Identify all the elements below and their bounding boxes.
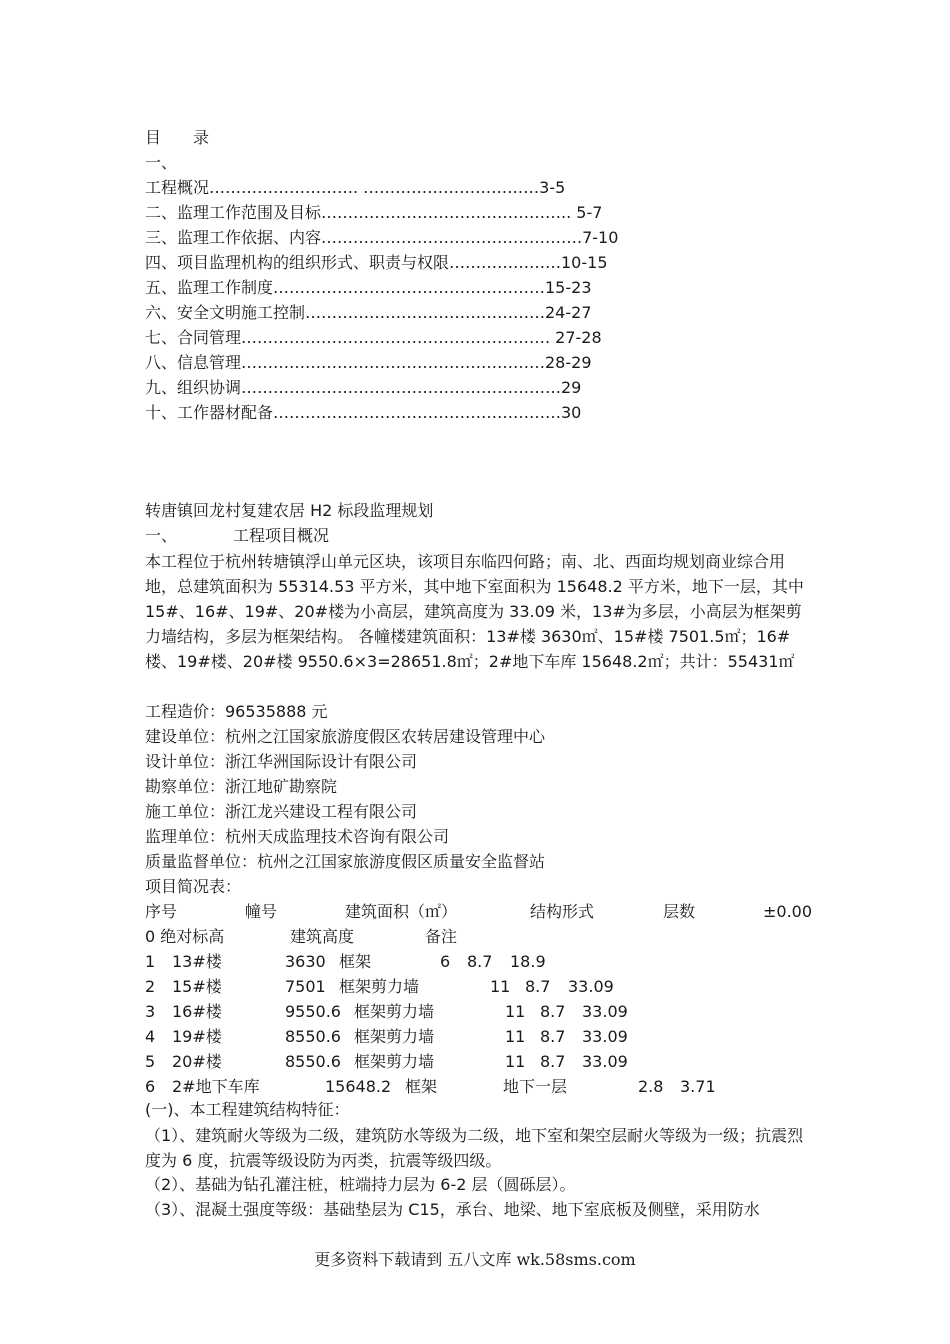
table-cell: 框架: [339, 952, 372, 971]
table-header-cell: 建筑面积（㎡）: [345, 902, 458, 921]
table-header-cell: 幢号: [245, 902, 278, 921]
table-cell: 16#楼: [172, 1002, 222, 1021]
table-cell: 11: [505, 1002, 526, 1021]
table-cell: 13#楼: [172, 952, 222, 971]
table-cell: 地下一层: [503, 1077, 568, 1096]
features-item: （2）、基础为钻孔灌注桩，桩端持力层为 6-2 层（圆砾层）。: [145, 1175, 576, 1194]
table-cell: 3: [145, 1002, 156, 1021]
table-cell: 框架剪力墙: [354, 1002, 435, 1021]
table-cell: 11: [505, 1052, 526, 1071]
cost-line: 工程造价：96535888 元: [145, 702, 328, 721]
table-row: [145, 975, 614, 999]
table-header-cell: 建筑高度: [290, 927, 355, 946]
table-header-cell: ±0.00: [763, 902, 813, 921]
table-cell: 5: [145, 1052, 156, 1071]
table-cell: 18.9: [510, 952, 546, 971]
toc-item: 二、监理工作范围及目标……………………………………….. 5-7: [145, 203, 603, 222]
toc-item: 八、信息管理…………………………………………………28-29: [145, 353, 592, 372]
table-cell: 15648.2: [325, 1077, 392, 1096]
toc-item: 六、安全文明施工控制………………………………………24-27: [145, 303, 592, 322]
table-cell: 11: [490, 977, 511, 996]
table-row: [145, 1075, 716, 1099]
table-cell: 8.7: [540, 1002, 566, 1021]
surveyor-line: 勘察单位：浙江地矿勘察院: [145, 777, 338, 796]
supervisor-line: 监理单位：杭州天成监理技术咨询有限公司: [145, 827, 450, 846]
table-cell: 1: [145, 952, 156, 971]
table-header-cell: 结构形式: [530, 902, 595, 921]
table-label: 项目简况表：: [145, 877, 242, 896]
table-row: [145, 1050, 628, 1074]
table-cell: 3.71: [680, 1077, 716, 1096]
table-header-cell: 层数: [663, 902, 696, 921]
features-item: （3）、混凝土强度等级：基础垫层为 C15，承台、地梁、地下室底板及侧壁，采用防水: [145, 1200, 760, 1219]
table-cell: 33.09: [568, 977, 614, 996]
table-cell: 8.7: [467, 952, 493, 971]
toc-item: 三、监理工作依据、内容………………………………………….7-10: [145, 228, 619, 247]
features-item-text: （1）、建筑耐火等级为二级，建筑防水等级为二级，地下室和架空层耐火等级为一级；抗震烈度为 6 度，抗震等级设防为丙类，抗震等级四级。: [145, 1126, 804, 1170]
features-heading: (一)、本工程建筑结构特征：: [145, 1100, 350, 1119]
table-cell: 框架剪力墙: [354, 1052, 435, 1071]
table-cell: 8550.6: [285, 1052, 341, 1071]
table-cell: 8.7: [525, 977, 551, 996]
table-header-cell: 序号: [145, 902, 178, 921]
features-item: [145, 1123, 810, 1173]
table-header-row: [145, 925, 458, 949]
table-cell: 3630: [285, 952, 326, 971]
table-cell: 框架剪力墙: [354, 1027, 435, 1046]
table-header-row: [145, 900, 813, 924]
footer-text: 更多资料下载请到 五八文库 wk.58sms.com: [314, 1250, 636, 1269]
paragraph-text: 本工程位于杭州转塘镇浮山单元区块，该项目东临四何路；南、北、西面均规划商业综合用地，总建筑面积为 55314.53 平方米，其中地下室面积为 15648.2 平方米，地下一层，其中 15#、16#、19#、20#楼为小高层，建筑高度为 33.09 米，13#为多层，小高层为框架剪力墙结构，多层为框架结构。 各幢楼建筑面积：13#楼 3630㎡、15#楼 7501.5㎡；16#楼、19#楼、20#楼 9550.6×3=28651.8㎡；2#地下车库 15648.2㎡；共计：55431㎡: [145, 552, 804, 671]
table-row: [145, 1025, 628, 1049]
document-title: 转唐镇回龙村复建农居 H2 标段监理规划: [145, 501, 434, 520]
toc-item: 七、合同管理…………………………………………………. 27-28: [145, 328, 602, 347]
section-heading: 一、 工程项目概况: [145, 526, 330, 545]
table-cell: 框架剪力墙: [339, 977, 420, 996]
table-cell: 33.09: [582, 1002, 628, 1021]
quality-line: 质量监督单位：杭州之江国家旅游度假区质量安全监督站: [145, 852, 546, 871]
table-cell: 2.8: [638, 1077, 664, 1096]
table-cell: 框架: [405, 1077, 438, 1096]
table-cell: 33.09: [582, 1052, 628, 1071]
table-cell: 8.7: [540, 1052, 566, 1071]
overview-paragraph: [145, 549, 810, 674]
table-cell: 2: [145, 977, 156, 996]
toc-item: 四、项目监理机构的组织形式、职责与权限…………………10-15: [145, 253, 608, 272]
table-cell: 33.09: [582, 1027, 628, 1046]
builder-line: 建设单位：杭州之江国家旅游度假区农转居建设管理中心: [145, 727, 546, 746]
table-header-cell: 0 绝对标高: [145, 927, 225, 946]
table-cell: 15#楼: [172, 977, 222, 996]
table-cell: 11: [505, 1027, 526, 1046]
toc-title: 目 录: [145, 128, 210, 147]
table-cell: 19#楼: [172, 1027, 222, 1046]
toc-item: 五、监理工作制度……………………………………………15-23: [145, 278, 592, 297]
contractor-line: 施工单位：浙江龙兴建设工程有限公司: [145, 802, 418, 821]
table-cell: 6: [440, 952, 451, 971]
table-cell: 8550.6: [285, 1027, 341, 1046]
toc-item: 工程概况………………………. ……………………………3-5: [145, 178, 566, 197]
table-cell: 7501: [285, 977, 326, 996]
table-row: [145, 1000, 628, 1024]
table-header-cell: 备注: [425, 927, 458, 946]
table-cell: 20#楼: [172, 1052, 222, 1071]
table-row: [145, 950, 546, 974]
table-cell: 6: [145, 1077, 156, 1096]
table-cell: 2#地下车库: [172, 1077, 260, 1096]
designer-line: 设计单位：浙江华洲国际设计有限公司: [145, 752, 418, 771]
toc-item: 九、组织协调……………………………………………………29: [145, 378, 582, 397]
toc-item: 十、工作器材配备………………………………………………30: [145, 403, 582, 422]
table-cell: 4: [145, 1027, 156, 1046]
table-cell: 9550.6: [285, 1002, 341, 1021]
toc-item: 一、: [145, 153, 178, 172]
table-cell: 8.7: [540, 1027, 566, 1046]
